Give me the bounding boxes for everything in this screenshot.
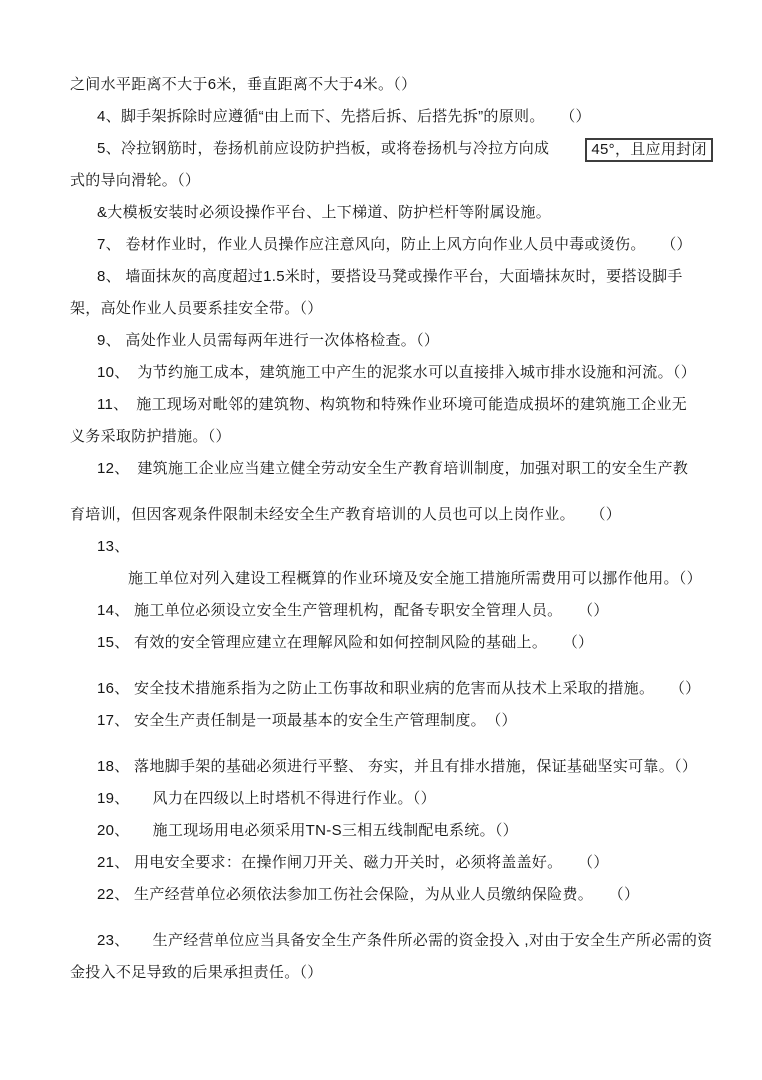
question-line: 20、 施工现场用电必须采用TN-S三相五线制配电系统。（） xyxy=(97,822,518,839)
question-line: 17、 安全生产责任制是一项最基本的安全生产管理制度。 （） xyxy=(97,712,517,729)
question-line: 5、冷拉钢筋时，卷扬机前应设防护挡板，或将卷扬机与冷拉方向成 45°，且应用封闭 xyxy=(70,138,706,159)
question-line: 15、 有效的安全管理应建立在理解风险和如何控制风险的基础上。 （） xyxy=(97,634,594,651)
question-line: 施工单位对列入建设工程概算的作业环境及安全施工措施所需费用可以挪作他用。（） xyxy=(128,570,702,587)
question-line: 18、 落地脚手架的基础必须进行平整、 夯实，并且有排水措施，保证基础坚实可靠。（） xyxy=(97,758,698,775)
question-line: 16、 安全技术措施系指为之防止工伤事故和职业病的危害而从技术上采取的措施。 （） xyxy=(97,680,701,697)
question-line: 10、 为节约施工成本，建筑施工中产生的泥浆水可以直接排入城市排水设施和河流。（） xyxy=(97,364,696,381)
question-line: 19、 风力在四级以上时塔机不得进行作业。（） xyxy=(97,790,436,807)
question-line: 7、 卷材作业时，作业人员操作应注意风向，防止上风方向作业人员中毒或烫伤。 （） xyxy=(97,236,692,253)
question-line: 架，高处作业人员要系挂安全带。（） xyxy=(70,300,323,317)
question-line: 之间水平距离不大于6米，垂直距离不大于4米。（） xyxy=(70,76,417,93)
question-line: 8、 墙面抹灰的高度超过1.5米时，要搭设马凳或操作平台，大面墙抹灰时，要搭设脚手 xyxy=(97,268,683,285)
question-line: 21、 用电安全要求：在操作闸刀开关、磁力开关时，必须将盖盖好。 （） xyxy=(97,854,609,871)
question-line: 22、 生产经营单位必须依法参加工伤社会保险，为从业人员缴纳保险费。 （） xyxy=(97,886,640,903)
answer-box: 45°，且应用封闭 xyxy=(585,138,712,162)
question-line: 义务采取防护措施。（） xyxy=(70,428,231,445)
question-line: 11、 施工现场对毗邻的建筑物、构筑物和特殊作业环境可能造成损坏的建筑施工企业无 xyxy=(97,396,688,413)
question-list xyxy=(70,74,713,983)
question-line: 育培训，但因客观条件限制未经安全生产教育培训的人员也可以上岗作业。 （） xyxy=(70,506,622,523)
question-line: 4、脚手架拆除时应遵循“由上而下、先搭后拆、后搭先拆”的原则。 （） xyxy=(97,108,591,125)
question-line: 13、 xyxy=(97,538,130,555)
question-line: &大模板安装时必须设操作平台、上下梯道、防护栏杆等附属设施。 xyxy=(97,204,552,221)
question-line: 式的导向滑轮。（） xyxy=(70,172,201,189)
question-line: 9、 高处作业人员需每两年进行一次体格检查。（） xyxy=(97,332,440,349)
question-line: 金投入不足导致的后果承担责任。（） xyxy=(70,964,323,981)
question-line: 14、 施工单位必须设立安全生产管理机构，配备专职安全管理人员。 （） xyxy=(97,602,609,619)
question-line: 23、 生产经营单位应当具备安全生产条件所必需的资金投入 ,对由于安全生产所必需的资 xyxy=(97,932,713,949)
question-line: 12、 建筑施工企业应当建立健全劳动安全生产教育培训制度，加强对职工的安全生产教 xyxy=(97,460,689,477)
